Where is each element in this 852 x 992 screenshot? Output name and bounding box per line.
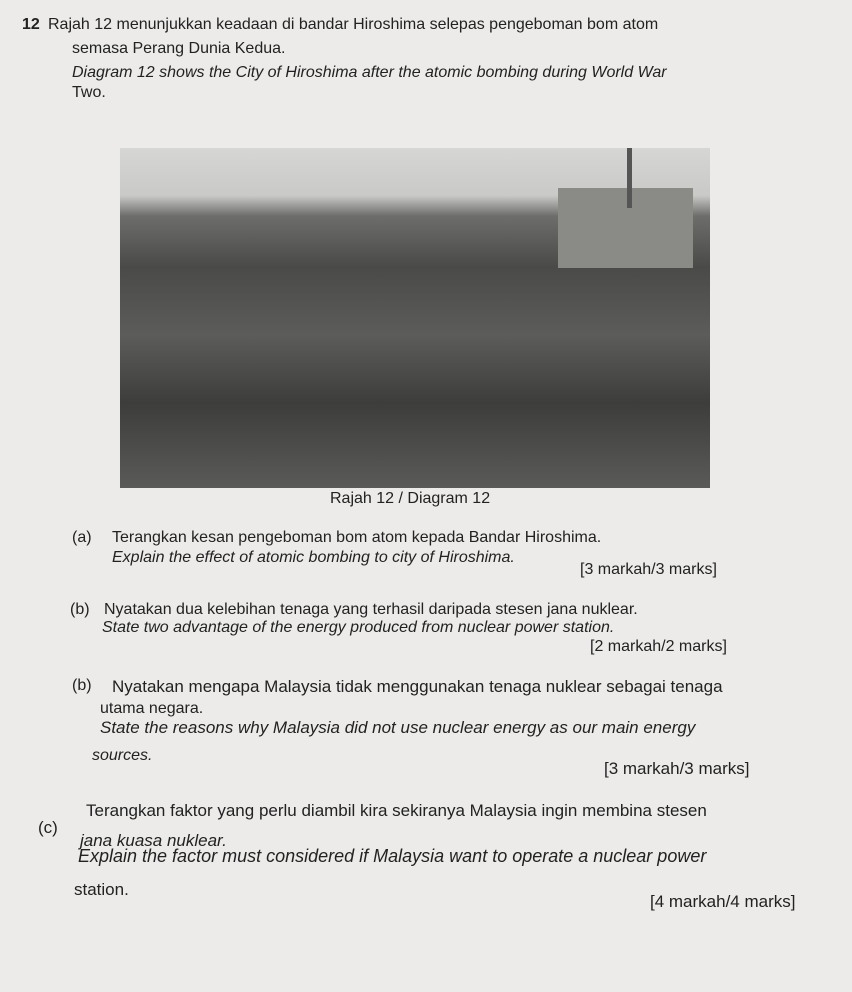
part-b2-marks: [3 markah/3 marks] [604,759,750,778]
part-b2-en-2: sources. [92,747,153,764]
part-a-label: (a) [72,529,92,546]
part-b1-en: State two advantage of the energy produced from nuclear power station. [102,619,615,636]
part-c-ms: Terangkan faktor yang perlu diambil kira sekiranya Malaysia ingin membina stesen [86,801,707,820]
part-c-en: Explain the factor must considered if Malaysia want to operate a nuclear power [78,846,707,866]
part-c-label: (c) [38,818,58,837]
part-c-en-2: station. [74,880,129,899]
part-b2-ms: Nyatakan mengapa Malaysia tidak menggunakan tenaga nuklear sebagai tenaga [112,677,723,696]
part-c-marks: [4 markah/4 marks] [650,892,796,911]
intro-en: Diagram 12 shows the City of Hiroshima after the atomic bombing during World War [72,64,667,81]
part-a-marks: [3 markah/3 marks] [580,561,717,578]
hiroshima-photo [120,148,710,488]
part-b2-label: (b) [72,677,92,694]
figure-caption: Rajah 12 / Diagram 12 [330,490,491,507]
intro-en-2: Two. [72,84,106,101]
part-a-en: Explain the effect of atomic bombing to city of Hiroshima. [112,549,515,566]
question-number: 12 [22,16,40,33]
part-b1-label: (b) [70,601,90,618]
intro-ms-2: semasa Perang Dunia Kedua. [72,40,286,57]
part-c-ms-2: jana kuasa nuklear. [80,831,227,850]
part-b2-en: State the reasons why Malaysia did not use nuclear energy as our main energy [100,718,696,737]
part-b1-marks: [2 markah/2 marks] [590,638,727,655]
part-b2-ms-2: utama negara. [100,700,204,717]
part-b1-ms: Nyatakan dua kelebihan tenaga yang terhasil daripada stesen jana nuklear. [104,601,638,618]
part-a-ms: Terangkan kesan pengeboman bom atom kepada Bandar Hiroshima. [112,529,602,546]
intro-ms: Rajah 12 menunjukkan keadaan di bandar Hiroshima selepas pengeboman bom atom [48,16,659,33]
